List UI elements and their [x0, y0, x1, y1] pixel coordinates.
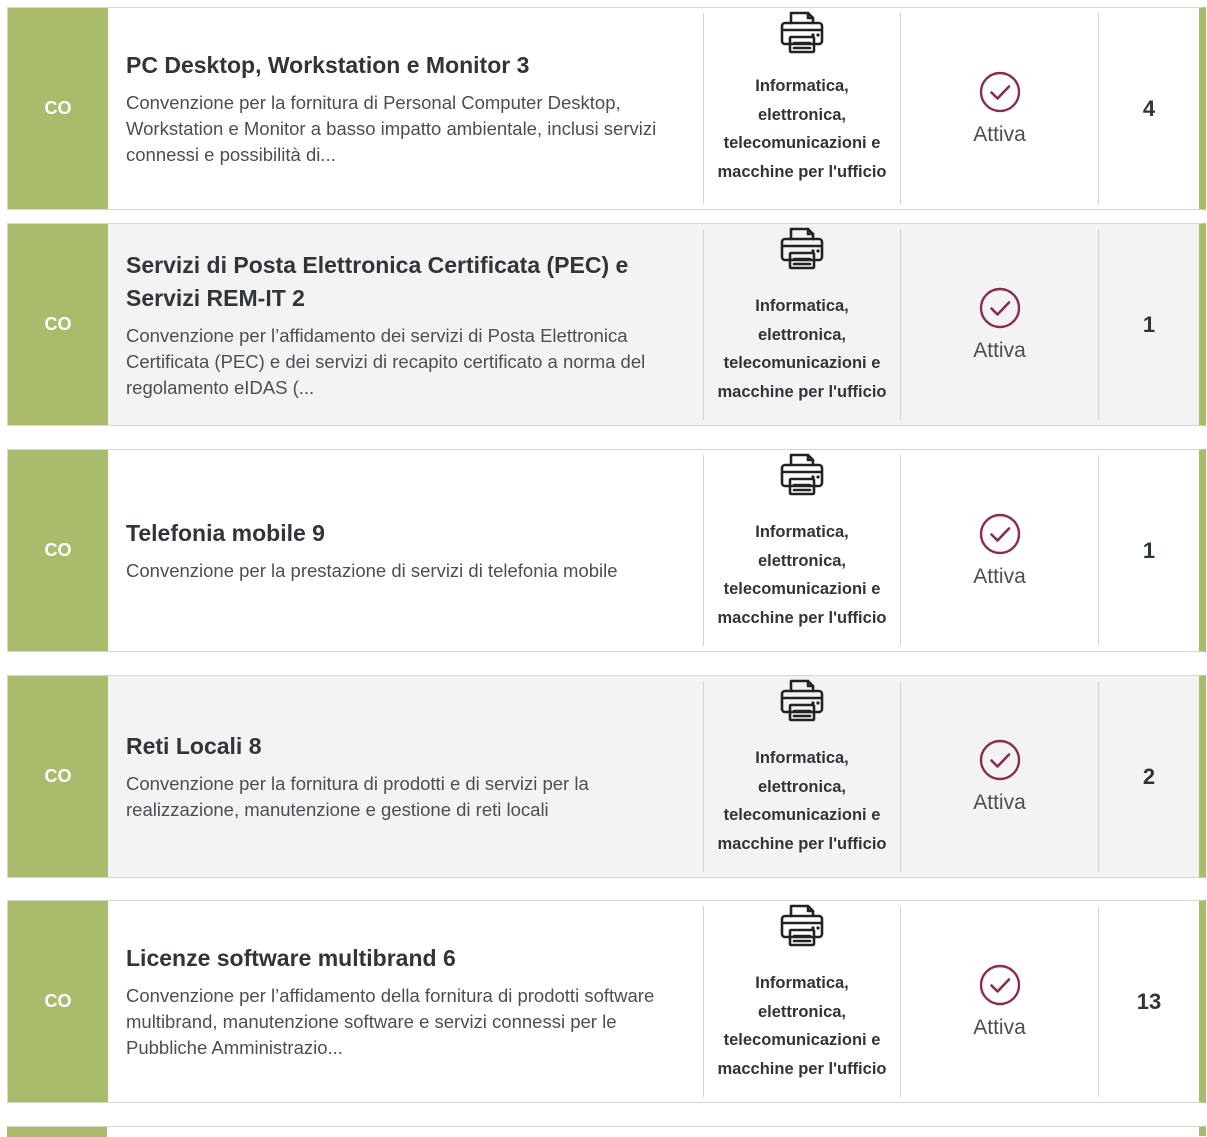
category-cell [704, 8, 900, 209]
item-description: Convenzione per l’affidamento dei servizi di Posta Elettronica Certificata (PEC) e dei servizi di recapito certificato a norma del regolamento eIDAS (... [126, 324, 646, 398]
item-count: 1 [1142, 537, 1156, 563]
item-title[interactable]: Reti Locali 8 [126, 733, 262, 759]
item-info [108, 676, 703, 877]
status-label: Attiva [973, 338, 1026, 362]
printer-icon [778, 224, 826, 272]
item-info [108, 224, 703, 425]
status-label: Attiva [973, 122, 1026, 146]
item-count: 4 [1142, 95, 1156, 121]
status-cell [901, 224, 1098, 425]
status-cell [901, 450, 1098, 651]
list-item[interactable] [7, 675, 1206, 878]
printer-icon [778, 901, 826, 949]
category-label: Informatica, elettronica, telecomunicazioni e macchine per l'ufficio [717, 523, 887, 627]
item-description: Convenzione per la fornitura di Personal Computer Desktop, Workstation e Monitor a basso impatto ambientale, inclusi servizi connessi e possibilità di... [126, 92, 657, 165]
list-item-partial [7, 1126, 1206, 1136]
item-title[interactable]: PC Desktop, Workstation e Monitor 3 [126, 52, 530, 78]
list-item[interactable] [7, 7, 1206, 210]
category-cell [704, 901, 900, 1102]
check-circle-icon [979, 513, 1021, 555]
list-item[interactable] [7, 223, 1206, 426]
check-circle-icon [979, 71, 1021, 113]
type-badge: CO [8, 224, 108, 425]
item-title[interactable]: Licenze software multibrand 6 [126, 945, 456, 971]
category-cell [704, 676, 900, 877]
status-label: Attiva [973, 790, 1026, 814]
item-description: Convenzione per la prestazione di servizi di telefonia mobile [126, 560, 618, 581]
status-label: Attiva [973, 1015, 1026, 1039]
category-label: Informatica, elettronica, telecomunicazioni e macchine per l'ufficio [717, 77, 887, 181]
category-cell [704, 224, 900, 425]
item-count: 2 [1142, 763, 1156, 789]
check-circle-icon [979, 739, 1021, 781]
item-title[interactable]: Servizi di Posta Elettronica Certificata (PEC) e Servizi REM-IT 2 [126, 251, 629, 311]
category-label: Informatica, elettronica, telecomunicazioni e macchine per l'ufficio [717, 974, 887, 1078]
status-cell [901, 8, 1098, 209]
item-info [108, 901, 703, 1102]
item-count: 13 [1136, 988, 1162, 1014]
type-badge: CO [8, 676, 108, 877]
check-circle-icon [979, 964, 1021, 1006]
item-info [108, 8, 703, 209]
printer-icon [778, 8, 826, 56]
status-cell [901, 901, 1098, 1102]
item-count: 1 [1142, 311, 1156, 337]
status-label: Attiva [973, 564, 1026, 588]
category-label: Informatica, elettronica, telecomunicazioni e macchine per l'ufficio [717, 749, 887, 853]
list-item[interactable] [7, 900, 1206, 1103]
type-badge: CO [8, 450, 108, 651]
type-badge: CO [8, 901, 108, 1102]
status-cell [901, 676, 1098, 877]
item-info [108, 450, 703, 651]
item-description: Convenzione per l’affidamento della fornitura di prodotti software multibrand, manutenzione software e servizi connessi per le Pubbliche Amministrazio... [126, 985, 655, 1058]
type-badge [7, 1127, 107, 1137]
type-badge: CO [8, 8, 108, 209]
item-description: Convenzione per la fornitura di prodotti e di servizi per la realizzazione, manutenzione e gestione di reti locali [126, 773, 589, 820]
printer-icon [778, 450, 826, 498]
item-title[interactable]: Telefonia mobile 9 [126, 520, 325, 546]
category-label: Informatica, elettronica, telecomunicazioni e macchine per l'ufficio [717, 297, 887, 401]
printer-icon [778, 676, 826, 724]
category-cell [704, 450, 900, 651]
list-item[interactable] [7, 449, 1206, 652]
check-circle-icon [979, 287, 1021, 329]
